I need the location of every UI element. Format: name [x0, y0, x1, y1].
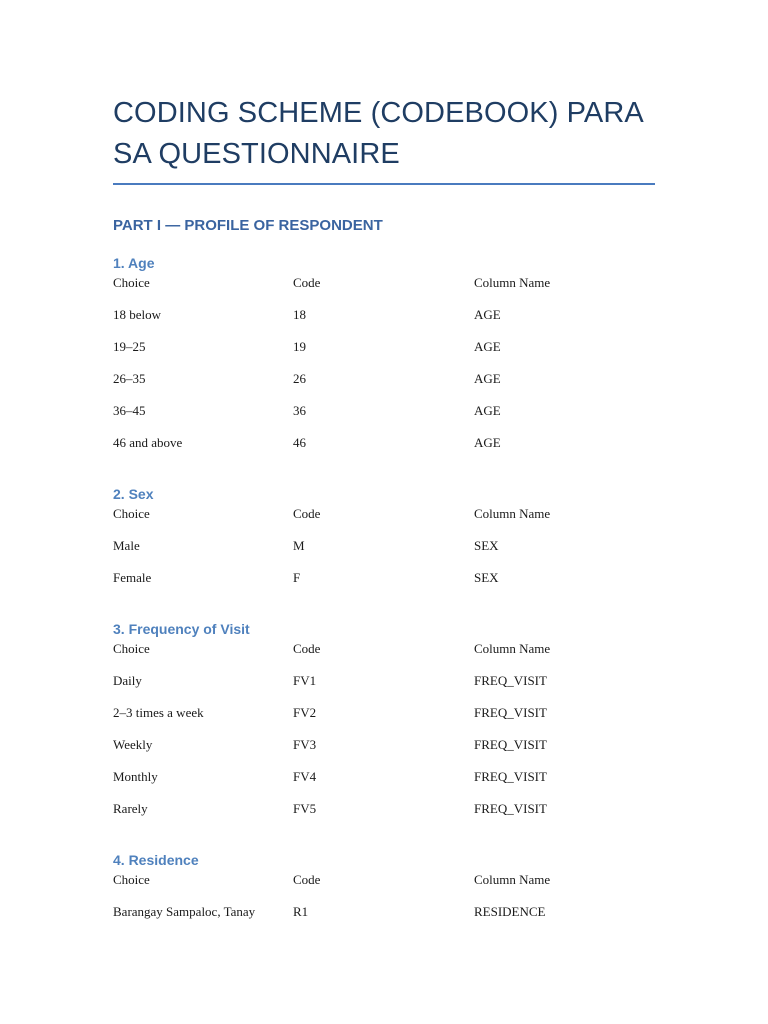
cell-column-name: FREQ_VISIT — [474, 673, 547, 688]
table-row — [113, 705, 655, 737]
cell-column-name: FREQ_VISIT — [474, 737, 547, 752]
section-sex — [113, 484, 655, 602]
code-table — [113, 273, 655, 467]
cell-code: FV2 — [293, 705, 317, 720]
section-frequency-of-visit — [113, 619, 655, 833]
cell-code: FV3 — [293, 737, 317, 752]
cell-choice: 2–3 times a week — [113, 705, 204, 720]
header-choice: Choice — [113, 506, 150, 521]
cell-column-name: FREQ_VISIT — [474, 801, 547, 816]
table-row — [113, 307, 655, 339]
document-page — [113, 0, 655, 936]
table-row — [113, 737, 655, 769]
table-row — [113, 769, 655, 801]
cell-code: FV1 — [293, 673, 317, 688]
header-code: Code — [293, 641, 321, 656]
cell-code: 46 — [293, 435, 306, 450]
cell-column-name: RESIDENCE — [474, 904, 546, 919]
header-column-name: Column Name — [474, 506, 551, 521]
table-row — [113, 538, 655, 570]
cell-column-name: AGE — [474, 307, 501, 322]
cell-choice: 26–35 — [113, 371, 146, 386]
cell-choice: 36–45 — [113, 403, 146, 418]
table-row — [113, 801, 655, 833]
cell-choice: Daily — [113, 673, 142, 688]
header-choice: Choice — [113, 872, 150, 887]
cell-column-name: SEX — [474, 570, 499, 585]
table-header-row — [113, 639, 655, 673]
header-column-name: Column Name — [474, 641, 551, 656]
cell-column-name: AGE — [474, 339, 501, 354]
cell-column-name: AGE — [474, 371, 501, 386]
cell-column-name: FREQ_VISIT — [474, 705, 547, 720]
table-header-row — [113, 870, 655, 904]
table-row — [113, 435, 655, 467]
header-column-name: Column Name — [474, 872, 551, 887]
header-code: Code — [293, 275, 321, 290]
table-row — [113, 673, 655, 705]
cell-code: 26 — [293, 371, 306, 386]
table-row — [113, 339, 655, 371]
table-row — [113, 403, 655, 435]
cell-code: M — [293, 538, 305, 553]
header-choice: Choice — [113, 275, 150, 290]
cell-code: 19 — [293, 339, 306, 354]
cell-code: FV4 — [293, 769, 317, 784]
cell-code: FV5 — [293, 801, 317, 816]
section-age — [113, 253, 655, 467]
cell-choice: Monthly — [113, 769, 158, 784]
cell-choice: Female — [113, 570, 152, 585]
cell-choice: Weekly — [113, 737, 153, 752]
document-title: CODING SCHEME (CODEBOOK) PARA SA QUESTIONNAIRE — [113, 97, 643, 170]
code-table — [113, 639, 655, 833]
cell-choice: Barangay Sampaloc, Tanay — [113, 904, 256, 919]
table-header-row — [113, 504, 655, 538]
cell-choice: Male — [113, 538, 140, 553]
section-residence — [113, 850, 655, 936]
title-divider — [113, 183, 655, 185]
cell-column-name: SEX — [474, 538, 499, 553]
cell-column-name: FREQ_VISIT — [474, 769, 547, 784]
table-header-row — [113, 273, 655, 307]
cell-code: 18 — [293, 307, 306, 322]
header-code: Code — [293, 872, 321, 887]
table-row — [113, 371, 655, 403]
cell-choice: 18 below — [113, 307, 162, 322]
cell-choice: 19–25 — [113, 339, 146, 354]
code-table — [113, 504, 655, 602]
cell-code: R1 — [293, 904, 309, 919]
header-choice: Choice — [113, 641, 150, 656]
section-heading: 4. Residence — [113, 852, 199, 868]
table-row — [113, 570, 655, 602]
code-table — [113, 870, 655, 936]
cell-choice: 46 and above — [113, 435, 183, 450]
cell-column-name: AGE — [474, 435, 501, 450]
cell-choice: Rarely — [113, 801, 148, 816]
cell-column-name: AGE — [474, 403, 501, 418]
header-column-name: Column Name — [474, 275, 551, 290]
section-heading: 2. Sex — [113, 486, 154, 502]
section-heading: 1. Age — [113, 255, 155, 271]
cell-code: F — [293, 570, 301, 585]
section-heading: 3. Frequency of Visit — [113, 621, 250, 637]
part-heading: PART I — PROFILE OF RESPONDENT — [113, 217, 383, 234]
header-code: Code — [293, 506, 321, 521]
cell-code: 36 — [293, 403, 306, 418]
table-row — [113, 904, 655, 936]
